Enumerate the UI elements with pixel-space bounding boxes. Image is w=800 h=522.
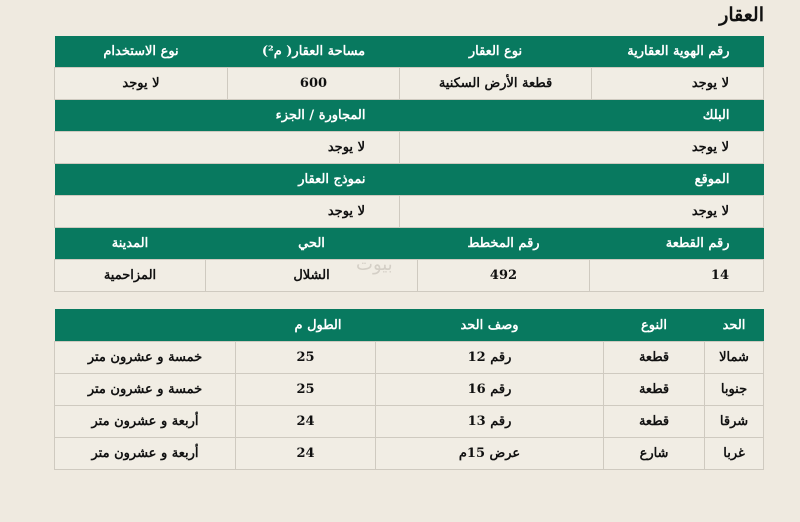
property-header-row xyxy=(55,36,764,68)
property-type-value: قطعة الأرض السكنية xyxy=(400,68,592,100)
table-row xyxy=(55,342,764,374)
boundary-type: قطعة xyxy=(604,342,705,374)
boundary-header: الحد xyxy=(705,309,764,342)
property-info-table xyxy=(54,36,764,228)
property-id-value: لا يوجد xyxy=(592,68,764,100)
usage-type-value: لا يوجد xyxy=(55,68,228,100)
property-type-header: نوع العقار xyxy=(400,36,592,68)
boundary-length: 24 xyxy=(236,406,376,438)
property-value-row xyxy=(55,68,764,100)
plan-number-value: 492 xyxy=(418,260,590,292)
boundary-direction: شمالا xyxy=(705,342,764,374)
plot-value-row xyxy=(55,260,764,292)
block-header-row xyxy=(55,100,764,132)
boundary-direction: غربا xyxy=(705,438,764,470)
neighborhood-part-header: المجاورة / الجزء xyxy=(55,100,400,132)
boundary-description-header: وصف الحد xyxy=(376,309,604,342)
boundary-length-words: أربعة و عشرون متر xyxy=(55,438,236,470)
boundary-type: قطعة xyxy=(604,406,705,438)
city-header: المدينة xyxy=(55,228,206,260)
location-header-row xyxy=(55,164,764,196)
boundary-length: 24 xyxy=(236,438,376,470)
location-value: لا يوجد xyxy=(400,196,764,228)
length-header: الطول م xyxy=(55,309,376,342)
city-value: المزاحمية xyxy=(55,260,206,292)
property-model-header: نموذج العقار xyxy=(55,164,400,196)
boundary-length-words: خمسة و عشرون متر xyxy=(55,342,236,374)
boundary-length-words: أربعة و عشرون متر xyxy=(55,406,236,438)
neighborhood-part-value: لا يوجد xyxy=(55,132,400,164)
plot-header-row xyxy=(55,228,764,260)
boundaries-table xyxy=(54,309,764,470)
district-value: الشلال xyxy=(206,260,418,292)
block-value: لا يوجد xyxy=(400,132,764,164)
property-model-value: لا يوجد xyxy=(55,196,400,228)
block-value-row xyxy=(55,132,764,164)
boundary-type: شارع xyxy=(604,438,705,470)
property-area-value: 600 xyxy=(228,68,400,100)
boundary-length-words: خمسة و عشرون متر xyxy=(55,374,236,406)
boundary-direction: شرقا xyxy=(705,406,764,438)
boundary-description: رقم 13 xyxy=(376,406,604,438)
property-id-header: رقم الهوية العقارية xyxy=(592,36,764,68)
boundary-length: 25 xyxy=(236,374,376,406)
watermark-logo: بيوت xyxy=(356,254,393,275)
table-row xyxy=(55,374,764,406)
boundary-type: قطعة xyxy=(604,374,705,406)
page-title: العقار xyxy=(719,4,764,26)
boundary-description: رقم 16 xyxy=(376,374,604,406)
usage-type-header: نوع الاستخدام xyxy=(55,36,228,68)
table-row xyxy=(55,406,764,438)
boundary-length: 25 xyxy=(236,342,376,374)
plan-number-header: رقم المخطط xyxy=(418,228,590,260)
block-header: البلك xyxy=(400,100,764,132)
district-header: الحي xyxy=(206,228,418,260)
location-value-row xyxy=(55,196,764,228)
boundary-description: رقم 12 xyxy=(376,342,604,374)
plot-info-table xyxy=(54,228,764,292)
plot-number-header: رقم القطعة xyxy=(590,228,764,260)
plot-number-value: 14 xyxy=(590,260,764,292)
boundary-description: عرض 15م xyxy=(376,438,604,470)
property-area-header: مساحة العقار( م²) xyxy=(228,36,400,68)
boundary-direction: جنوبا xyxy=(705,374,764,406)
type-header: النوع xyxy=(604,309,705,342)
boundaries-header-row xyxy=(55,309,764,342)
location-header: الموقع xyxy=(400,164,764,196)
table-row xyxy=(55,438,764,470)
